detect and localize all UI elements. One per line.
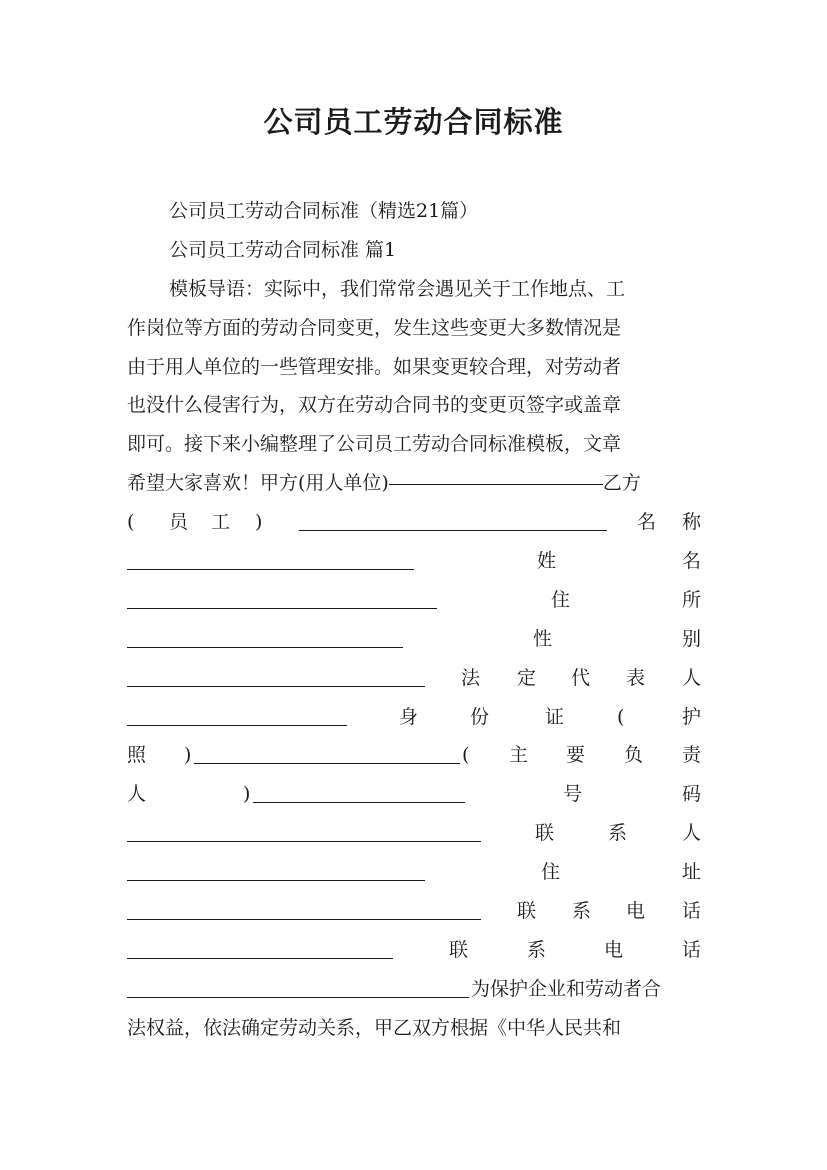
shen-char: 身 — [399, 705, 419, 728]
ze-char: 责 — [682, 744, 701, 767]
section-heading: 公司员工劳动合同标准 篇1 — [169, 238, 397, 261]
ming-char: 名 — [682, 550, 701, 573]
gender-blank[interactable] — [127, 686, 425, 687]
party-a-label: 希望大家喜欢！甲方(用人单位) — [127, 472, 389, 495]
paren-char: ( — [127, 511, 135, 534]
paren-char: ) — [243, 783, 251, 806]
principal-blank[interactable] — [253, 802, 465, 803]
lian-char: 联 — [535, 822, 555, 845]
principal-line — [127, 775, 701, 814]
xing-char: 姓 — [537, 550, 557, 573]
ren-char: 人 — [682, 666, 701, 689]
contact-person-blank[interactable] — [127, 880, 425, 881]
name-cheng-char: 称 — [682, 511, 701, 534]
party-b-label: 乙方 — [602, 472, 641, 495]
legal-rep-line — [127, 659, 701, 698]
zheng-char: 证 — [545, 705, 565, 728]
lian-char: 联 — [517, 900, 537, 923]
xing-gender-char: 性 — [533, 627, 553, 650]
intro-line: 也没什么侵害行为，双方在劳动合同书的变更页签字或盖章 — [127, 394, 622, 417]
ma-char: 码 — [682, 783, 701, 806]
intro-line: 模板导语：实际中，我们常常会遇见关于工作地点、工 — [169, 277, 626, 300]
contact-person-line — [127, 814, 701, 853]
number-blank[interactable] — [127, 841, 481, 842]
hao-char: 号 — [563, 783, 583, 806]
zhu-address-char: 住 — [541, 861, 561, 884]
dian-char: 电 — [604, 938, 624, 961]
fa-char: 法 — [461, 666, 481, 689]
intro-line: 即可。接下来小编整理了公司员工劳动合同标准模板，文章 — [127, 433, 622, 456]
hua-char: 话 — [682, 938, 701, 961]
party-a-blank[interactable] — [389, 484, 603, 485]
dai-char: 代 — [571, 666, 591, 689]
hua-char: 话 — [682, 900, 701, 923]
zhao-char: 照 — [127, 744, 147, 767]
document-title: 公司员工劳动合同标准 — [263, 105, 564, 139]
yuan-char: 员 — [169, 511, 189, 534]
closing-line — [127, 970, 701, 1009]
ren-principal-char: 人 — [127, 783, 147, 806]
fen-char: 份 — [470, 705, 490, 728]
intro-line: 作岗位等方面的劳动合同变更，发生这些变更大多数情况是 — [127, 316, 622, 339]
zhu-principal-char: 主 — [509, 744, 529, 767]
lian-char: 联 — [449, 938, 469, 961]
closing-text: 为保护企业和劳动者合 — [471, 977, 662, 1000]
intro-line: 由于用人单位的一些管理安排。如果变更较合理，对劳动者 — [127, 355, 622, 378]
passport-line — [127, 736, 701, 775]
person-name-line — [127, 542, 701, 581]
dian-char: 电 — [626, 900, 646, 923]
address-line — [127, 853, 701, 892]
xi-char: 系 — [608, 822, 628, 845]
party-b-line — [127, 503, 701, 542]
zhi-char: 址 — [682, 861, 701, 884]
xi-char: 系 — [572, 900, 592, 923]
hu-char: 护 — [682, 705, 701, 728]
residence-blank[interactable] — [127, 647, 403, 648]
bie-char: 别 — [682, 627, 701, 650]
contact-phone-blank[interactable] — [127, 958, 393, 959]
ren-contact-char: 人 — [682, 822, 701, 845]
yao-char: 要 — [566, 744, 586, 767]
id-number-blank[interactable] — [194, 763, 460, 764]
closing-line: 法权益，依法确定劳动关系，甲乙双方根据《中华人民共和 — [127, 1016, 622, 1039]
zhu-char: 住 — [551, 588, 571, 611]
name-field-blank[interactable] — [127, 569, 414, 570]
ding-char: 定 — [517, 666, 537, 689]
legal-rep-blank[interactable] — [127, 725, 347, 726]
biao-char: 表 — [626, 666, 646, 689]
suo-char: 所 — [682, 588, 701, 611]
paren-char: ) — [184, 744, 192, 767]
person-name-blank[interactable] — [127, 608, 437, 609]
contact-phone-line — [127, 892, 701, 931]
document-body — [127, 192, 701, 1048]
address-blank[interactable] — [127, 919, 481, 920]
residence-line — [127, 581, 701, 620]
xi-char: 系 — [527, 938, 547, 961]
subtitle-line: 公司员工劳动合同标准（精选21篇） — [169, 200, 479, 222]
fu-char: 负 — [624, 744, 644, 767]
name-ming-char: 名 — [637, 511, 657, 534]
party-a-line — [127, 464, 701, 503]
contact-phone-line — [127, 931, 701, 970]
contact-phone-blank[interactable] — [127, 997, 469, 998]
paren-char: ) — [255, 511, 263, 534]
paren-char: ( — [462, 744, 470, 767]
party-b-blank[interactable] — [299, 530, 607, 531]
gong-char: 工 — [211, 511, 231, 534]
paren-char: ( — [617, 705, 625, 728]
gender-line — [127, 620, 701, 659]
id-card-line — [127, 698, 701, 737]
